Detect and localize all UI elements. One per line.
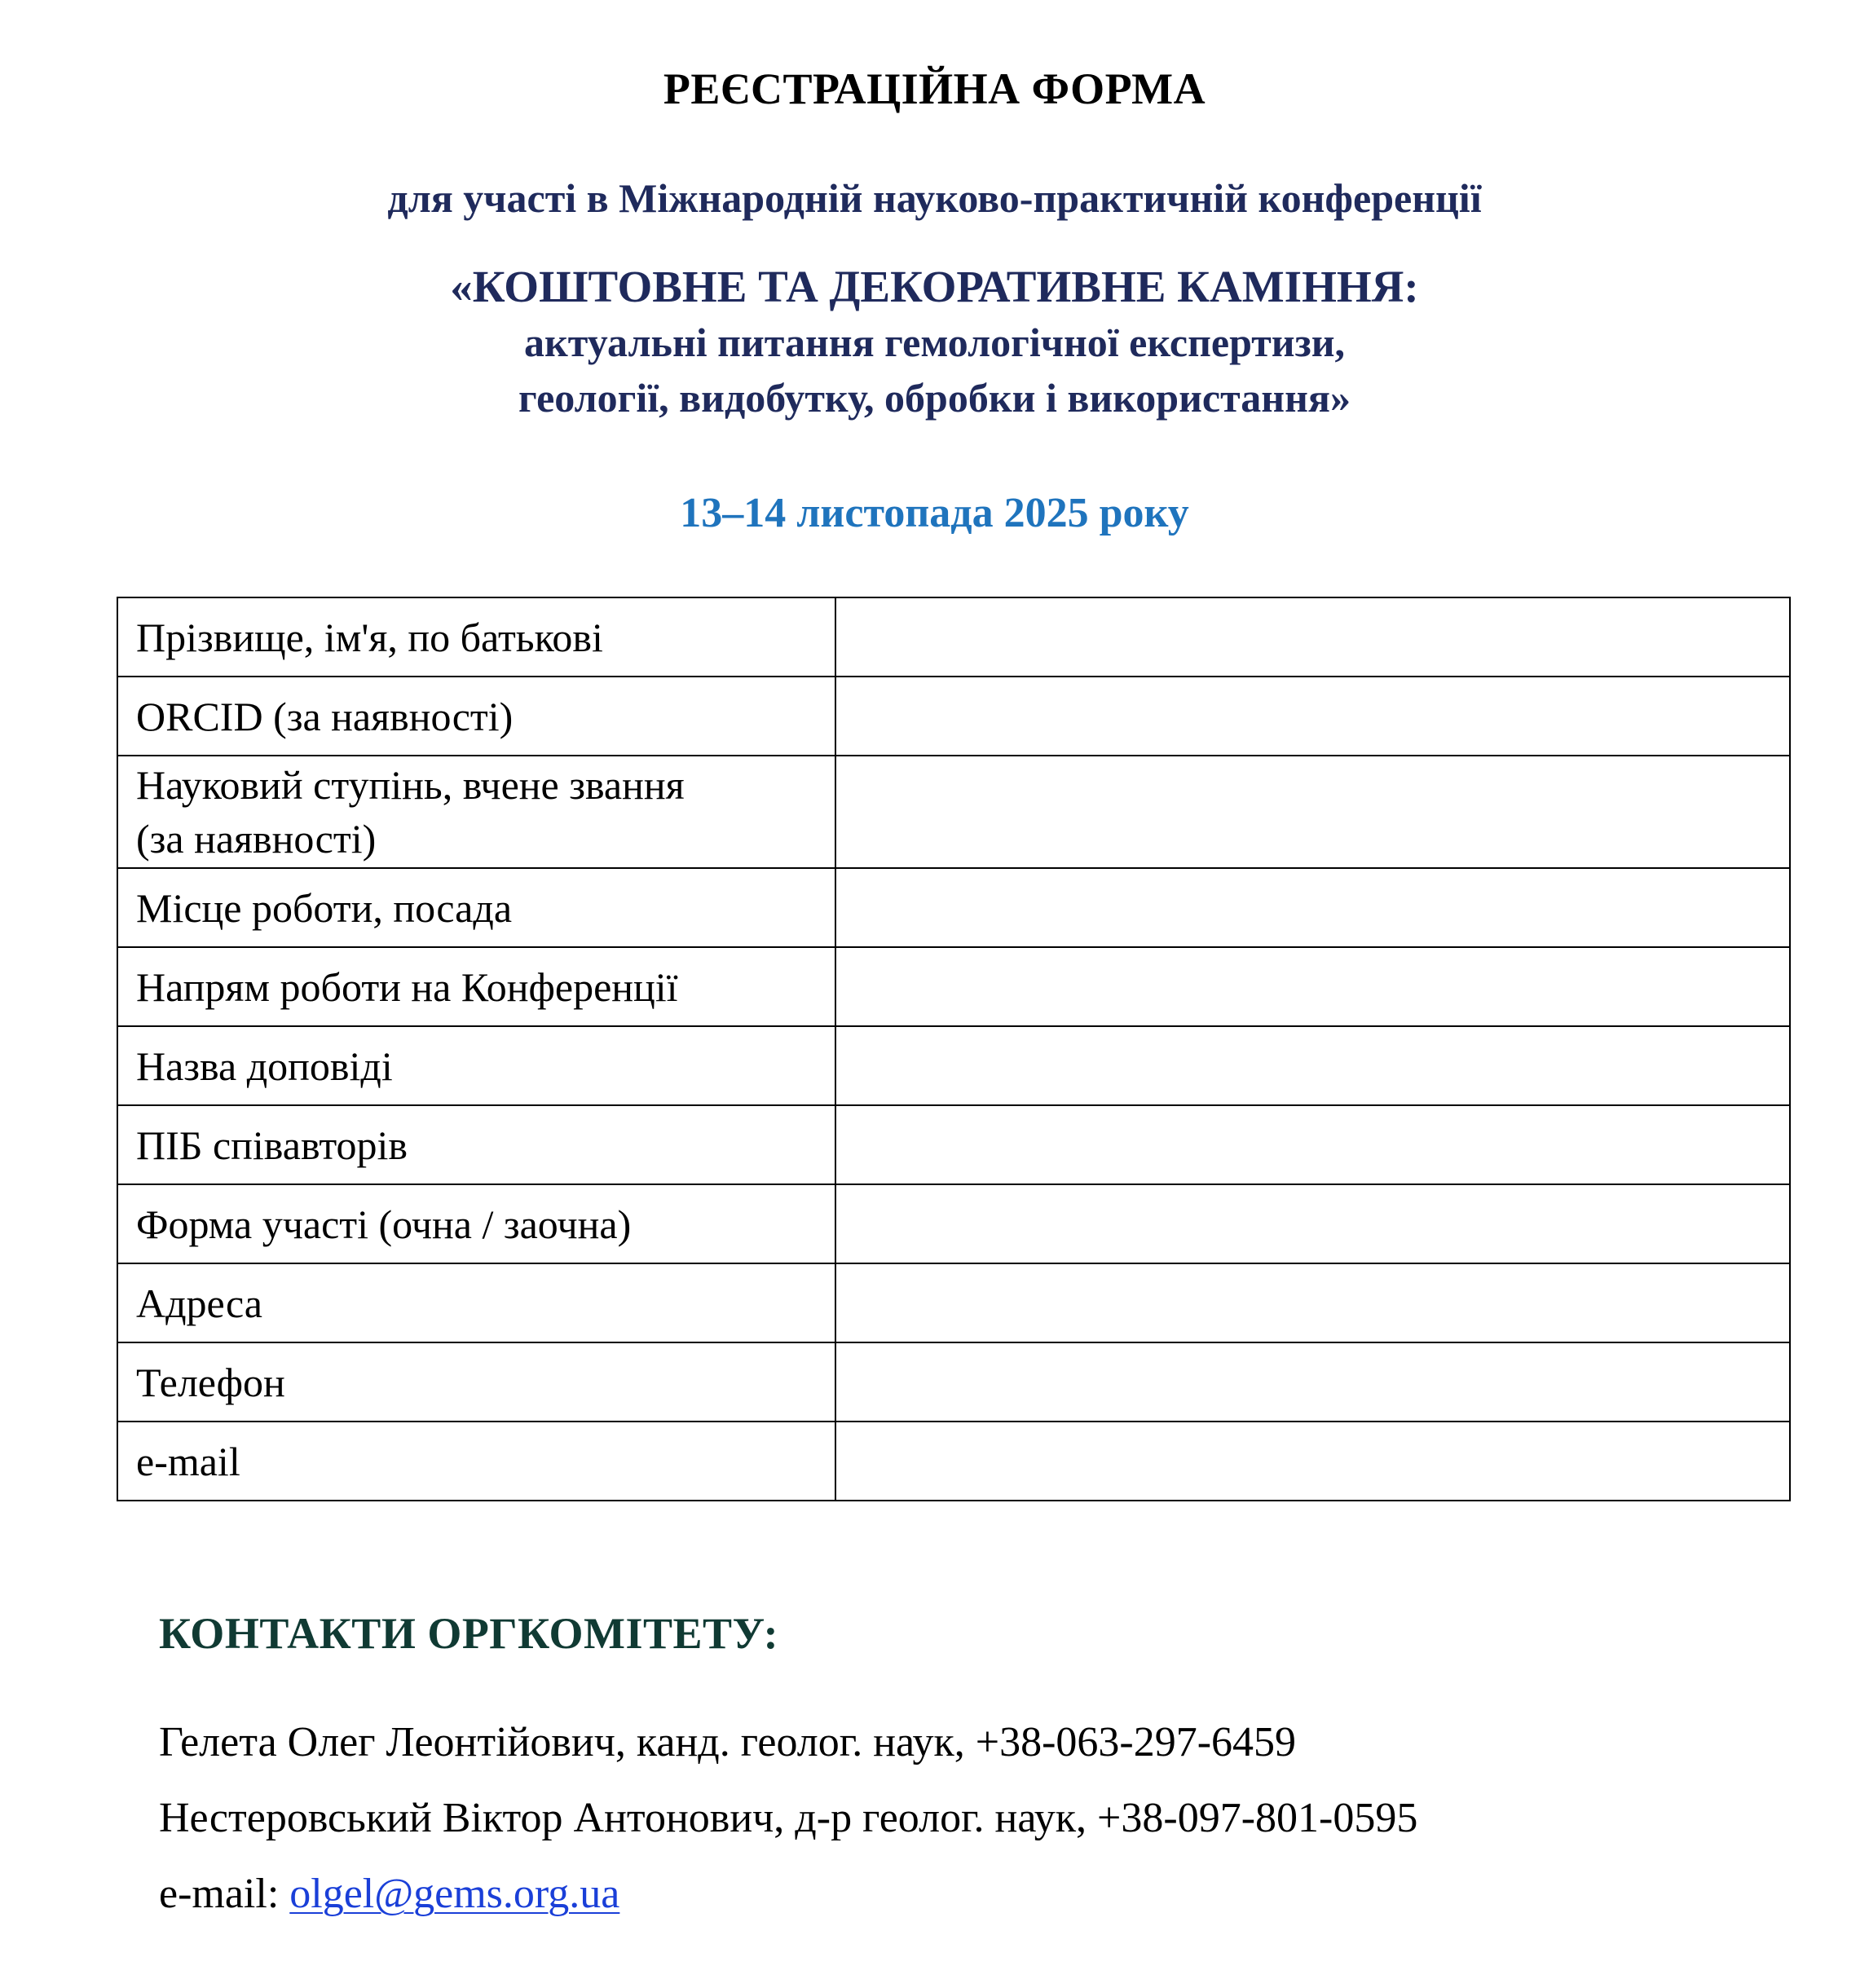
- field-label-address: Адреса: [117, 1263, 835, 1342]
- field-value-participation-form[interactable]: [835, 1184, 1790, 1263]
- table-row: [117, 1263, 1790, 1342]
- field-label-academic-degree: [117, 756, 835, 868]
- field-value-orcid[interactable]: [835, 677, 1790, 756]
- registration-table: [117, 597, 1791, 1501]
- table-row: [117, 597, 1790, 677]
- table-row: [117, 868, 1790, 947]
- table-row: [117, 1184, 1790, 1263]
- field-label-conference-track: Напрям роботи на Конференції: [117, 947, 835, 1026]
- table-row: [117, 1422, 1790, 1501]
- table-row: [117, 1105, 1790, 1184]
- field-label-report-title: Назва доповіді: [117, 1026, 835, 1105]
- form-subtitle: для участі в Міжнародній науково-практичній конференції: [387, 175, 1482, 221]
- contact-email-link[interactable]: olgel@gems.org.ua: [289, 1871, 620, 1917]
- field-value-conference-track[interactable]: [835, 947, 1790, 1026]
- field-label-orcid: ORCID (за наявності): [117, 677, 835, 756]
- form-title: РЕЄСТРАЦІЙНА ФОРМА: [663, 64, 1206, 113]
- conference-name: [0, 259, 1869, 425]
- field-value-academic-degree[interactable]: [835, 756, 1790, 868]
- field-label-phone: Телефон: [117, 1342, 835, 1422]
- field-value-email[interactable]: [835, 1422, 1790, 1501]
- field-label-workplace: Місце роботи, посада: [117, 868, 835, 947]
- field-label-email: e-mail: [117, 1422, 835, 1501]
- conference-dates: 13‒14 листопада 2025 року: [680, 490, 1189, 536]
- field-value-report-title[interactable]: [835, 1026, 1790, 1105]
- conference-name-line-1: «КОШТОВНЕ ТА ДЕКОРАТИВНЕ КАМІННЯ:: [450, 262, 1419, 311]
- contacts-heading: КОНТАКТИ ОРГКОМІТЕТУ:: [159, 1609, 779, 1658]
- conference-name-line-3: геології, видобутку, обробки і використання»: [518, 375, 1351, 421]
- contact-email-line: [159, 1866, 619, 1923]
- field-value-address[interactable]: [835, 1263, 1790, 1342]
- table-row: [117, 756, 1790, 868]
- contact-person-1: Гелета Олег Леонтійович, канд. геолог. наук, +38-063-297-6459: [159, 1719, 1297, 1765]
- field-label-coauthors: ПІБ співавторів: [117, 1105, 835, 1184]
- table-row: [117, 947, 1790, 1026]
- table-row: [117, 1026, 1790, 1105]
- field-value-phone[interactable]: [835, 1342, 1790, 1422]
- field-label-academic-degree-line-1: Науковий ступінь, вчене звання: [136, 762, 685, 808]
- contact-email-label: e-mail:: [159, 1871, 290, 1917]
- table-row: [117, 1342, 1790, 1422]
- field-label-academic-degree-line-2: (за наявності): [136, 816, 377, 862]
- field-label-full-name: Прізвище, ім'я, по батькові: [117, 597, 835, 677]
- field-value-workplace[interactable]: [835, 868, 1790, 947]
- contact-person-2: Нестеровський Віктор Антонович, д-р геолог. наук, +38-097-801-0595: [159, 1795, 1418, 1841]
- table-row: [117, 677, 1790, 756]
- field-value-full-name[interactable]: [835, 597, 1790, 677]
- field-value-coauthors[interactable]: [835, 1105, 1790, 1184]
- conference-name-line-2: актуальні питання гемологічної експертизи,: [523, 320, 1346, 365]
- field-label-participation-form: Форма участі (очна / заочна): [117, 1184, 835, 1263]
